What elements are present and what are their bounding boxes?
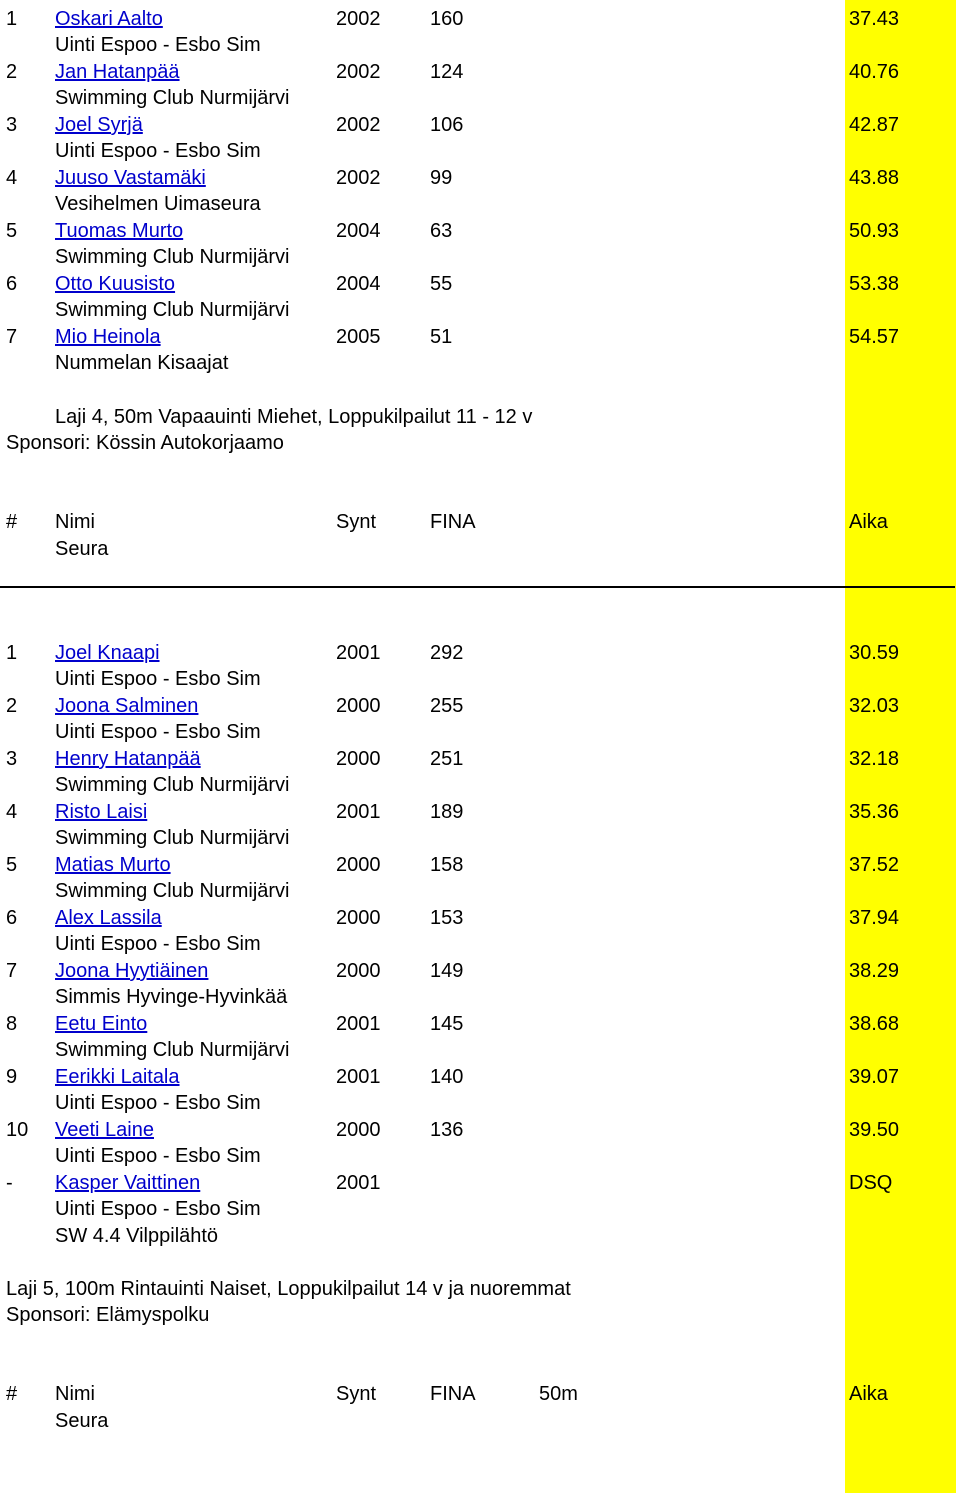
swimmer-name-link[interactable]: Oskari Aalto [55,8,163,30]
fina-points: 106 [430,114,464,136]
swimmer-name-link[interactable]: Matias Murto [55,854,171,876]
event5-title: Laji 5, 100m Rintauinti Naiset, Loppukilpailut 14 v ja nuoremmat [6,1278,571,1300]
result-time: 30.59 [849,642,900,664]
swimmer-club: Uinti Espoo - Esbo Sim [55,1092,261,1114]
swimmer-club: Nummelan Kisaajat [55,352,229,374]
fina-points: 140 [430,1066,464,1088]
birth-year: 2001 [336,1013,381,1035]
swimmer-name-link[interactable]: Alex Lassila [55,907,162,929]
birth-year: 2000 [336,1119,381,1141]
swimmer-name-link[interactable]: Juuso Vastamäki [55,167,206,189]
birth-year: 2001 [336,1172,381,1194]
swimmer-name-link[interactable]: Joona Hyytiäinen [55,960,209,982]
event4-header-fina: FINA [430,511,476,533]
event4-header-club: Seura [55,538,109,560]
result-time: 54.57 [849,326,900,348]
event5-header-rank: # [6,1383,18,1405]
result-rank: 7 [6,326,18,348]
fina-points: 153 [430,907,464,929]
fina-points: 251 [430,748,464,770]
swimmer-name-cell [55,1118,154,1142]
birth-year: 2000 [336,907,381,929]
birth-year: 2002 [336,167,381,189]
birth-year: 2000 [336,854,381,876]
result-rank: 7 [6,960,18,982]
swimmer-name-link[interactable]: Jan Hatanpää [55,61,180,83]
swimmer-name-cell [55,1065,180,1089]
result-rank: 4 [6,801,18,823]
swimmer-name-link[interactable]: Veeti Laine [55,1119,154,1141]
result-time: 37.94 [849,907,900,929]
fina-points: 189 [430,801,464,823]
result-time: 35.36 [849,801,900,823]
swimmer-club: Uinti Espoo - Esbo Sim [55,1145,261,1167]
event5-header-club: Seura [55,1410,109,1432]
result-time: 42.87 [849,114,900,136]
swimmer-name-cell [55,272,175,296]
birth-year: 2001 [336,801,381,823]
event5-header-synt: Synt [336,1383,377,1405]
result-time: 39.07 [849,1066,900,1088]
event4-title: Laji 4, 50m Vapaauinti Miehet, Loppukilpailut 11 - 12 v [55,406,533,428]
event4-header-synt: Synt [336,511,377,533]
swimmer-club: Swimming Club Nurmijärvi [55,1039,290,1061]
swimmer-name-cell [55,1171,200,1195]
swimmer-name-cell [55,325,161,349]
result-time: 32.03 [849,695,900,717]
swimmer-name-cell [55,747,201,771]
result-time: 38.68 [849,1013,900,1035]
swimmer-name-cell [55,7,163,31]
result-rank: 5 [6,220,18,242]
result-rank: 3 [6,748,18,770]
swimmer-name-link[interactable]: Eetu Einto [55,1013,148,1035]
fina-points: 63 [430,220,453,242]
birth-year: 2004 [336,220,381,242]
birth-year: 2002 [336,8,381,30]
result-rank: 1 [6,8,18,30]
result-time: 38.29 [849,960,900,982]
swimmer-club: Swimming Club Nurmijärvi [55,880,290,902]
birth-year: 2002 [336,61,381,83]
result-time: 39.50 [849,1119,900,1141]
swimmer-club: Swimming Club Nurmijärvi [55,246,290,268]
birth-year: 2000 [336,695,381,717]
swimmer-club: Uinti Espoo - Esbo Sim [55,721,261,743]
swimmer-name-cell [55,959,208,983]
result-rank: 1 [6,642,18,664]
result-rank: 6 [6,907,18,929]
swimmer-club: Uinti Espoo - Esbo Sim [55,34,261,56]
fina-points: 149 [430,960,464,982]
swimmer-name-link[interactable]: Otto Kuusisto [55,273,176,295]
fina-points: 136 [430,1119,464,1141]
swimmer-name-link[interactable]: Eerikki Laitala [55,1066,180,1088]
header-divider [0,586,955,588]
event5-header-fina: FINA [430,1383,476,1405]
event5-header-aika: Aika [849,1383,888,1405]
swimmer-name-link[interactable]: Joona Salminen [55,695,199,717]
swimmer-name-link[interactable]: Risto Laisi [55,801,148,823]
event5-header-name: Nimi [55,1383,95,1405]
result-rank: 2 [6,695,18,717]
swimmer-club: Simmis Hyvinge-Hyvinkää [55,986,288,1008]
birth-year: 2000 [336,748,381,770]
swimmer-name-cell [55,166,206,190]
result-time: 37.43 [849,8,900,30]
event5-sponsor: Sponsori: Elämyspolku [6,1304,210,1326]
event4-header-aika: Aika [849,511,888,533]
swimmer-club: Vesihelmen Uimaseura [55,193,261,215]
swimmer-name-cell [55,800,147,824]
result-time: 50.93 [849,220,900,242]
birth-year: 2000 [336,960,381,982]
result-time: 32.18 [849,748,900,770]
swimmer-club: Swimming Club Nurmijärvi [55,299,290,321]
fina-points: 160 [430,8,464,30]
swimmer-club: Swimming Club Nurmijärvi [55,774,290,796]
fina-points: 145 [430,1013,464,1035]
birth-year: 2001 [336,1066,381,1088]
birth-year: 2002 [336,114,381,136]
swimmer-name-link[interactable]: Kasper Vaittinen [55,1172,201,1194]
result-time: 37.52 [849,854,900,876]
swimmer-name-cell [55,641,160,665]
result-rank: - [6,1172,13,1194]
fina-points: 292 [430,642,464,664]
swimmer-name-link[interactable]: Joel Knaapi [55,642,160,664]
result-rank: 10 [6,1119,29,1141]
swimmer-name-link[interactable]: Joel Syrjä [55,114,143,136]
result-rank: 3 [6,114,18,136]
result-time: DSQ [849,1172,893,1194]
swimmer-club: Uinti Espoo - Esbo Sim [55,933,261,955]
event4-header-name: Nimi [55,511,95,533]
fina-points: 55 [430,273,453,295]
fina-points: 124 [430,61,464,83]
swimmer-club: Swimming Club Nurmijärvi [55,827,290,849]
swimmer-name-link[interactable]: Henry Hatanpää [55,748,201,770]
birth-year: 2001 [336,642,381,664]
swimmer-name-link[interactable]: Mio Heinola [55,326,161,348]
swimmer-club: Uinti Espoo - Esbo Sim [55,668,261,690]
disqualification-note: SW 4.4 Vilppilähtö [55,1225,219,1247]
swimmer-name-cell [55,219,183,243]
result-time: 43.88 [849,167,900,189]
swimmer-name-cell [55,1012,147,1036]
birth-year: 2005 [336,326,381,348]
swimmer-club: Uinti Espoo - Esbo Sim [55,1198,261,1220]
swimmer-club: Uinti Espoo - Esbo Sim [55,140,261,162]
result-time: 53.38 [849,273,900,295]
birth-year: 2004 [336,273,381,295]
fina-points: 51 [430,326,453,348]
result-rank: 2 [6,61,18,83]
swimmer-name-cell [55,906,162,930]
result-time: 40.76 [849,61,900,83]
swimmer-name-cell [55,113,143,137]
result-rank: 6 [6,273,18,295]
event5-header-split: 50m [539,1383,578,1405]
event4-header-rank: # [6,511,18,533]
swimmer-name-cell [55,694,198,718]
swimmer-name-cell [55,60,180,84]
swimmer-club: Swimming Club Nurmijärvi [55,87,290,109]
result-rank: 4 [6,167,18,189]
fina-points: 99 [430,167,453,189]
fina-points: 158 [430,854,464,876]
fina-points: 255 [430,695,464,717]
result-rank: 8 [6,1013,18,1035]
result-rank: 9 [6,1066,18,1088]
swimmer-name-cell [55,853,171,877]
result-rank: 5 [6,854,18,876]
swimmer-name-link[interactable]: Tuomas Murto [55,220,184,242]
event4-sponsor: Sponsori: Kössin Autokorjaamo [6,432,284,454]
